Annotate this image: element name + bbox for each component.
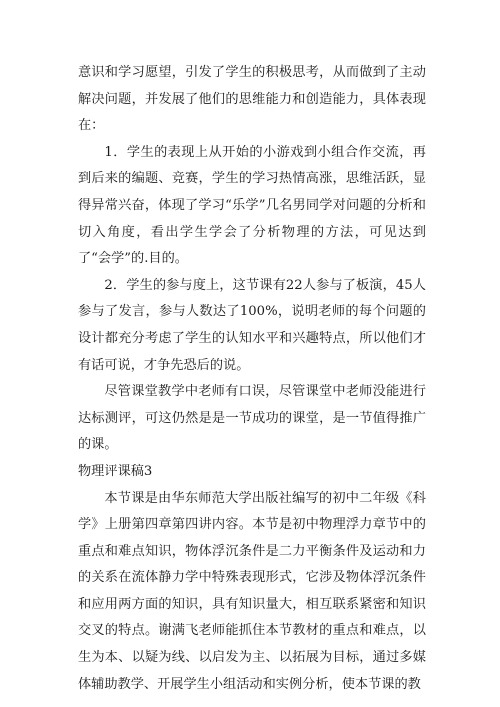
paragraph-point-2: 2．学生的参与度上，这节课有22人参与了板演，45人参与了发言，参与人数达了100%，说明老师的每个问题的设计都充分考虑了学生的认知水平和兴趣特点，所以他们才有话可说，才争先恐后的说。 [78,277,426,373]
paragraph-continued-intro: 意识和学习愿望，引发了学生的积极思考，从而做到了主动解决问题，并发展了他们的思维能力和创造能力，具体表现在： [78,65,426,134]
paragraph-conclusion: 尽管课堂教学中老师有口误，尽管课堂中老师没能进行达标测评，可这仍然是是一节成功的课堂，是一节值得推广的课。 [78,384,426,453]
paragraph-section-3-body: 本节课是由华东师范大学出版社编写的初中二年级《科学》上册第四章第四讲内容。本节是初中物理浮力章节中的重点和难点知识，物体浮沉条件是二力平衡条件及运动和力的关系在流体静力学中特殊表现形式，它涉及物体浮沉条件和应用两方面的知识，具有知识量大，相互联系紧密和知识交叉的特点。谢满飞老师能抓住本节教材的重点和难点，以生为本、以疑为线、以启发为主、以拓展为目标，通过多媒体辅助教学、开展学生小组活动和实例分析，使本节课的教 [78,490,426,692]
section-heading: 物理评课稿3 [78,463,153,479]
document-body [78,60,426,698]
paragraph-point-1: 1．学生的表现上从开始的小游戏到小组合作交流，再到后来的编题、竞赛，学生的学习热情高涨，思维活跃，显得异常兴奋，体现了学习“乐学”几名男同学对问题的分析和切入角度，看出学生学会了分析物理的方法，可见达到了“会学”的.目的。 [78,144,426,267]
